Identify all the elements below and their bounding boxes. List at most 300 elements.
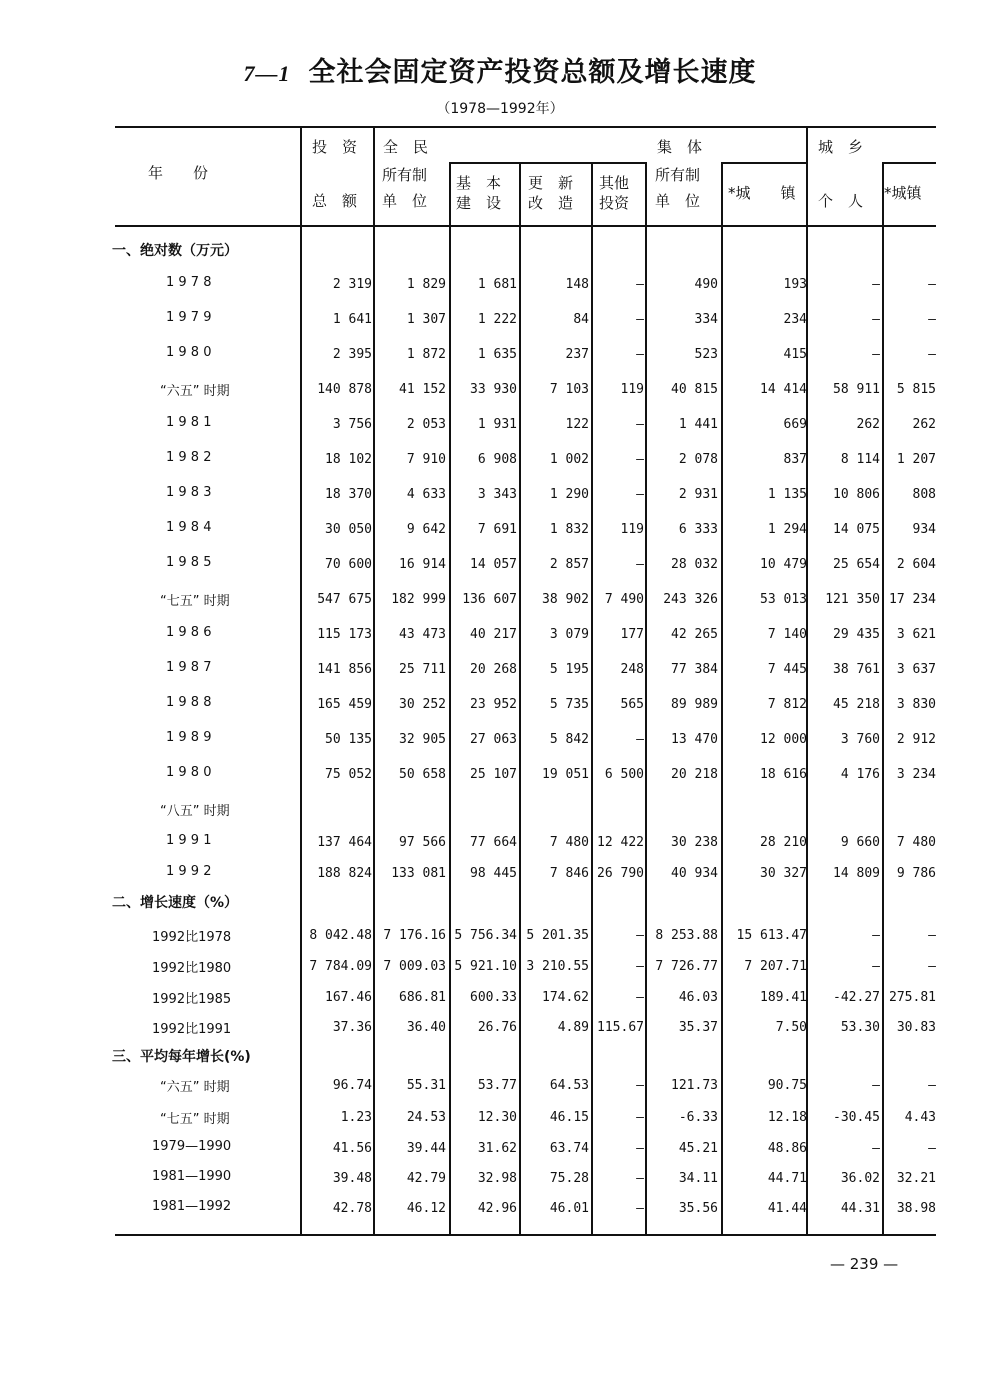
table-cell: 1 002 <box>549 452 589 467</box>
table-cell: 7 103 <box>549 382 589 397</box>
table-cell: 40 815 <box>671 382 718 397</box>
table-cell: 3 343 <box>477 487 517 502</box>
table-cell: 41 152 <box>399 382 446 397</box>
table-row <box>0 860 1000 886</box>
header-jiti-danwei: 单 位 <box>655 192 701 210</box>
table-cell: 42.78 <box>332 1201 372 1216</box>
table-cell: — <box>636 732 644 747</box>
table-cell: 182 999 <box>391 592 446 607</box>
row-label: 三、平均每年增长(%) <box>112 1049 251 1065</box>
table-cell: 243 326 <box>663 592 718 607</box>
table-row <box>0 516 1000 542</box>
jiti-subrule <box>721 162 806 164</box>
table-cell: 97 566 <box>399 835 446 850</box>
table-cell: 3 756 <box>332 417 372 432</box>
bottom-rule <box>115 1234 936 1236</box>
table-cell: — <box>872 277 880 292</box>
row-label: 1 9 7 9 <box>166 310 212 325</box>
table-cell: 7 207.71 <box>744 959 807 974</box>
table-cell: 18 616 <box>760 767 807 782</box>
table-cell: 7.50 <box>775 1020 807 1035</box>
table-cell: 5 815 <box>896 382 936 397</box>
table-cell: 29 435 <box>833 627 880 642</box>
table-cell: 31.62 <box>477 1141 517 1156</box>
table-cell: 1.23 <box>340 1110 372 1125</box>
table-cell: 15 613.47 <box>736 928 807 943</box>
table-cell: — <box>636 1110 644 1125</box>
row-label: 一、绝对数（万元） <box>112 243 238 259</box>
table-cell: 41.44 <box>767 1201 807 1216</box>
table-cell: 46.03 <box>678 990 718 1005</box>
table-cell: 12 422 <box>597 835 644 850</box>
table-row <box>0 953 1000 979</box>
table-cell: 12.18 <box>767 1110 807 1125</box>
table-cell: 58 911 <box>833 382 880 397</box>
table-cell: 7 480 <box>549 835 589 850</box>
row-label: 1 9 8 5 <box>166 555 212 570</box>
table-cell: 30 252 <box>399 697 446 712</box>
table-cell: 8 042.48 <box>309 928 372 943</box>
table-cell: 75.28 <box>549 1171 589 1186</box>
table-cell: 42 265 <box>671 627 718 642</box>
table-cell: 44.31 <box>840 1201 880 1216</box>
table-cell: 48.86 <box>767 1141 807 1156</box>
table-cell: 7 490 <box>604 592 644 607</box>
table-cell: 14 075 <box>833 522 880 537</box>
table-cell: 122 <box>565 417 589 432</box>
table-cell: 1 829 <box>406 277 446 292</box>
table-cell: 5 201.35 <box>526 928 589 943</box>
row-label: “七五” 时期 <box>160 1112 230 1127</box>
table-cell: — <box>872 1078 880 1093</box>
table-cell: 35.37 <box>678 1020 718 1035</box>
table-cell: 121.73 <box>671 1078 718 1093</box>
table-number: 7—1 <box>243 61 291 86</box>
table-cell: 490 <box>694 277 718 292</box>
table-cell: 115.67 <box>597 1020 644 1035</box>
page-number: — 239 — <box>830 1255 899 1273</box>
table-cell: — <box>872 312 880 327</box>
table-cell: -42.27 <box>833 990 880 1005</box>
table-cell: 36.40 <box>406 1020 446 1035</box>
table-row <box>0 656 1000 682</box>
table-cell: 2 912 <box>896 732 936 747</box>
table-cell: 89 989 <box>671 697 718 712</box>
header-gengxin-top: 更 新 <box>528 174 574 192</box>
table-cell: — <box>636 1171 644 1186</box>
table-cell: 32.21 <box>896 1171 936 1186</box>
table-cell: 137 464 <box>317 835 372 850</box>
table-cell: 837 <box>783 452 807 467</box>
table-cell: 45 218 <box>833 697 880 712</box>
table-cell: 38.98 <box>896 1201 936 1216</box>
table-cell: 12.30 <box>477 1110 517 1125</box>
table-cell: 8 114 <box>840 452 880 467</box>
table-cell: 934 <box>912 522 936 537</box>
table-cell: 121 350 <box>825 592 880 607</box>
header-year: 年 份 <box>148 164 209 182</box>
table-cell: 14 414 <box>760 382 807 397</box>
row-label: 1981—1992 <box>152 1199 232 1214</box>
table-cell: 33 930 <box>470 382 517 397</box>
table-row <box>0 761 1000 787</box>
table-cell: — <box>636 1078 644 1093</box>
table-cell: 9 786 <box>896 866 936 881</box>
table-cell: 415 <box>783 347 807 362</box>
table-cell: — <box>928 277 936 292</box>
table-cell: 2 319 <box>332 277 372 292</box>
row-label: 1 9 7 8 <box>166 275 212 290</box>
table-cell: 1 931 <box>477 417 517 432</box>
table-cell: 37.36 <box>332 1020 372 1035</box>
table-cell: 32.98 <box>477 1171 517 1186</box>
table-cell: 18 370 <box>325 487 372 502</box>
table-cell: 167.46 <box>325 990 372 1005</box>
row-label: 1 9 8 4 <box>166 520 212 535</box>
row-label: 1979—1990 <box>152 1139 232 1154</box>
table-cell: 13 470 <box>671 732 718 747</box>
table-row <box>0 1072 1000 1098</box>
table-cell: 30 238 <box>671 835 718 850</box>
row-label: 1992比1985 <box>152 992 232 1007</box>
table-cell: 2 931 <box>678 487 718 502</box>
table-cell: 14 057 <box>470 557 517 572</box>
table-cell: — <box>636 452 644 467</box>
table-cell: 133 081 <box>391 866 446 881</box>
table-cell: 119 <box>620 382 644 397</box>
table-cell: 98 445 <box>470 866 517 881</box>
table-cell: 248 <box>620 662 644 677</box>
table-cell: 4.43 <box>904 1110 936 1125</box>
table-cell: 38 902 <box>542 592 589 607</box>
table-cell: 26 790 <box>597 866 644 881</box>
table-cell: 30 050 <box>325 522 372 537</box>
table-cell: 275.81 <box>889 990 936 1005</box>
table-cell: — <box>636 312 644 327</box>
table-cell: 5 921.10 <box>454 959 517 974</box>
row-label: 1 9 8 6 <box>166 625 212 640</box>
row-label: 1 9 9 2 <box>166 864 212 879</box>
table-cell: 1 681 <box>477 277 517 292</box>
table-cell: 42.79 <box>406 1171 446 1186</box>
table-cell: 28 210 <box>760 835 807 850</box>
table-cell: 2 395 <box>332 347 372 362</box>
table-cell: 669 <box>783 417 807 432</box>
header-invest-top: 投 资 <box>312 138 358 156</box>
table-cell: 26.76 <box>477 1020 517 1035</box>
table-cell: 75 052 <box>325 767 372 782</box>
table-cell: 4.89 <box>557 1020 589 1035</box>
row-label: 1 9 9 1 <box>166 833 212 848</box>
table-cell: 7 176.16 <box>383 928 446 943</box>
table-cell: 8 253.88 <box>655 928 718 943</box>
table-cell: 53 013 <box>760 592 807 607</box>
table-cell: 6 333 <box>678 522 718 537</box>
table-cell: 46.01 <box>549 1201 589 1216</box>
table-cell: -30.45 <box>833 1110 880 1125</box>
table-cell: 141 856 <box>317 662 372 677</box>
table-title: 全社会固定资产投资总额及增长速度 <box>308 57 757 88</box>
table-cell: 6 908 <box>477 452 517 467</box>
table-row <box>0 829 1000 855</box>
table-cell: — <box>636 347 644 362</box>
table-cell: -6.33 <box>678 1110 718 1125</box>
table-cell: 35.56 <box>678 1201 718 1216</box>
table-cell: 3 079 <box>549 627 589 642</box>
table-cell: 148 <box>565 277 589 292</box>
header-chengxiang: 城 乡 <box>818 138 864 156</box>
table-cell: 30.83 <box>896 1020 936 1035</box>
table-cell: 30 327 <box>760 866 807 881</box>
header-chengzhen2: *城镇 <box>884 184 922 202</box>
table-cell: 7 009.03 <box>383 959 446 974</box>
table-cell: 18 102 <box>325 452 372 467</box>
table-cell: 50 658 <box>399 767 446 782</box>
top-rule <box>115 126 936 128</box>
table-cell: 38 761 <box>833 662 880 677</box>
table-row <box>0 376 1000 402</box>
table-cell: 25 654 <box>833 557 880 572</box>
table-cell: 234 <box>783 312 807 327</box>
table-cell: 600.33 <box>470 990 517 1005</box>
table-cell: 53.30 <box>840 1020 880 1035</box>
table-cell: 5 195 <box>549 662 589 677</box>
table-row <box>0 586 1000 612</box>
table-cell: 20 218 <box>671 767 718 782</box>
table-cell: 55.31 <box>406 1078 446 1093</box>
table-cell: — <box>872 959 880 974</box>
row-label: 1992比1980 <box>152 961 232 976</box>
table-cell: 4 176 <box>840 767 880 782</box>
header-jiti: 集 体 <box>657 138 703 156</box>
table-row <box>0 796 1000 822</box>
table-row <box>0 621 1000 647</box>
row-label: 1992比1991 <box>152 1022 232 1037</box>
table-cell: 43 473 <box>399 627 446 642</box>
table-cell: — <box>928 928 936 943</box>
table-cell: 32 905 <box>399 732 446 747</box>
header-qita-bottom: 投资 <box>599 194 630 212</box>
table-row <box>0 271 1000 297</box>
table-cell: 17 234 <box>889 592 936 607</box>
table-cell: 27 063 <box>470 732 517 747</box>
header-rule <box>115 225 936 227</box>
table-row <box>0 922 1000 948</box>
table-cell: — <box>872 928 880 943</box>
table-row <box>0 888 1000 914</box>
table-cell: 1 635 <box>477 347 517 362</box>
row-label: 1 9 8 7 <box>166 660 212 675</box>
table-cell: 808 <box>912 487 936 502</box>
table-cell: — <box>928 1078 936 1093</box>
table-cell: 45.21 <box>678 1141 718 1156</box>
header-quanmin: 全 民 <box>383 138 429 156</box>
row-label: 1 9 8 3 <box>166 485 212 500</box>
table-cell: 7 726.77 <box>655 959 718 974</box>
table-cell: 6 500 <box>604 767 644 782</box>
table-cell: 177 <box>620 627 644 642</box>
table-cell: — <box>636 959 644 974</box>
table-cell: 262 <box>912 417 936 432</box>
table-cell: 119 <box>620 522 644 537</box>
table-cell: — <box>928 959 936 974</box>
table-cell: 686.81 <box>399 990 446 1005</box>
table-cell: 40 217 <box>470 627 517 642</box>
table-cell: 3 210.55 <box>526 959 589 974</box>
header-qita-top: 其他 <box>599 174 630 192</box>
table-cell: 3 234 <box>896 767 936 782</box>
table-cell: 547 675 <box>317 592 372 607</box>
row-label: “八五” 时期 <box>160 804 230 819</box>
row-label: 1981—1990 <box>152 1169 232 1184</box>
table-cell: — <box>928 312 936 327</box>
header-gengxin-bottom: 改 造 <box>528 194 574 212</box>
table-cell: 10 806 <box>833 487 880 502</box>
table-cell: 7 445 <box>767 662 807 677</box>
row-label: “七五” 时期 <box>160 594 230 609</box>
table-cell: 3 637 <box>896 662 936 677</box>
table-cell: 46.12 <box>406 1201 446 1216</box>
table-cell: 96.74 <box>332 1078 372 1093</box>
table-cell: — <box>636 557 644 572</box>
table-cell: — <box>928 1141 936 1156</box>
table-cell: 1 290 <box>549 487 589 502</box>
table-cell: 39.48 <box>332 1171 372 1186</box>
table-cell: 523 <box>694 347 718 362</box>
header-jiti-suoyouzhi: 所有制 <box>655 166 701 184</box>
header-jiben-bottom: 建 设 <box>456 194 502 212</box>
table-cell: 36.02 <box>840 1171 880 1186</box>
table-cell: 63.74 <box>549 1141 589 1156</box>
table-cell: 25 107 <box>470 767 517 782</box>
table-cell: 77 664 <box>470 835 517 850</box>
table-cell: — <box>928 347 936 362</box>
table-row <box>0 306 1000 332</box>
header-jiben-top: 基 本 <box>456 174 502 192</box>
table-cell: 1 294 <box>767 522 807 537</box>
table-cell: 9 660 <box>840 835 880 850</box>
row-label: 1 9 8 9 <box>166 730 212 745</box>
row-label: 1 9 8 2 <box>166 450 212 465</box>
table-cell: 174.62 <box>542 990 589 1005</box>
table-cell: 1 872 <box>406 347 446 362</box>
table-cell: 19 051 <box>542 767 589 782</box>
table-cell: 1 441 <box>678 417 718 432</box>
row-label: 二、增长速度（%） <box>112 895 239 911</box>
table-cell: 140 878 <box>317 382 372 397</box>
table-row <box>0 1104 1000 1130</box>
table-cell: 70 600 <box>325 557 372 572</box>
table-row <box>0 551 1000 577</box>
table-cell: — <box>636 990 644 1005</box>
table-cell: 136 607 <box>462 592 517 607</box>
chengxiang-subrule <box>882 162 936 164</box>
table-row <box>0 481 1000 507</box>
table-cell: 3 830 <box>896 697 936 712</box>
table-cell: — <box>636 928 644 943</box>
table-cell: 64.53 <box>549 1078 589 1093</box>
table-cell: 237 <box>565 347 589 362</box>
table-cell: 44.71 <box>767 1171 807 1186</box>
table-cell: 1 207 <box>896 452 936 467</box>
table-cell: 39.44 <box>406 1141 446 1156</box>
table-cell: 7 480 <box>896 835 936 850</box>
table-cell: — <box>872 347 880 362</box>
table-cell: 334 <box>694 312 718 327</box>
table-cell: 4 633 <box>406 487 446 502</box>
table-row <box>0 691 1000 717</box>
header-geren: 个 人 <box>818 192 864 210</box>
table-cell: 90.75 <box>767 1078 807 1093</box>
table-row <box>0 1042 1000 1068</box>
table-row <box>0 984 1000 1010</box>
table-cell: 28 032 <box>671 557 718 572</box>
row-label: “六五” 时期 <box>160 384 230 399</box>
table-cell: 50 135 <box>325 732 372 747</box>
table-row <box>0 411 1000 437</box>
header-danwei: 单 位 <box>382 192 428 210</box>
table-cell: 262 <box>856 417 880 432</box>
table-cell: 7 910 <box>406 452 446 467</box>
table-cell: 565 <box>620 697 644 712</box>
table-cell: 84 <box>573 312 589 327</box>
table-cell: 24.53 <box>406 1110 446 1125</box>
table-cell: 2 078 <box>678 452 718 467</box>
table-cell: 5 735 <box>549 697 589 712</box>
table-cell: 34.11 <box>678 1171 718 1186</box>
table-cell: 193 <box>783 277 807 292</box>
header-chengzhen: *城 镇 <box>728 184 796 202</box>
table-cell: 189.41 <box>760 990 807 1005</box>
table-cell: 20 268 <box>470 662 517 677</box>
table-row <box>0 1195 1000 1221</box>
table-row <box>0 1165 1000 1191</box>
table-row <box>0 341 1000 367</box>
table-cell: 7 140 <box>767 627 807 642</box>
table-cell: 1 641 <box>332 312 372 327</box>
table-cell: 77 384 <box>671 662 718 677</box>
table-cell: 7 784.09 <box>309 959 372 974</box>
table-cell: 7 812 <box>767 697 807 712</box>
table-cell: 40 934 <box>671 866 718 881</box>
page-title <box>0 50 1000 89</box>
table-row <box>0 236 1000 262</box>
table-cell: 1 222 <box>477 312 517 327</box>
table-cell: 14 809 <box>833 866 880 881</box>
table-cell: 2 604 <box>896 557 936 572</box>
table-cell: 42.96 <box>477 1201 517 1216</box>
table-cell: 16 914 <box>399 557 446 572</box>
header-invest-bottom: 总 额 <box>312 192 358 210</box>
table-cell: 188 824 <box>317 866 372 881</box>
table-cell: 7 691 <box>477 522 517 537</box>
table-row <box>0 446 1000 472</box>
quanmin-subrule <box>449 162 645 164</box>
table-row <box>0 1014 1000 1040</box>
row-label: 1 9 8 0 <box>166 345 212 360</box>
table-cell: 9 642 <box>406 522 446 537</box>
row-label: 1992比1978 <box>152 930 232 945</box>
table-row <box>0 1135 1000 1161</box>
row-label: 1 9 8 1 <box>166 415 212 430</box>
table-cell: — <box>872 1141 880 1156</box>
header-suoyouzhi: 所有制 <box>382 166 428 184</box>
table-cell: 23 952 <box>470 697 517 712</box>
table-cell: 5 842 <box>549 732 589 747</box>
table-cell: 12 000 <box>760 732 807 747</box>
table-row <box>0 726 1000 752</box>
table-cell: — <box>636 277 644 292</box>
